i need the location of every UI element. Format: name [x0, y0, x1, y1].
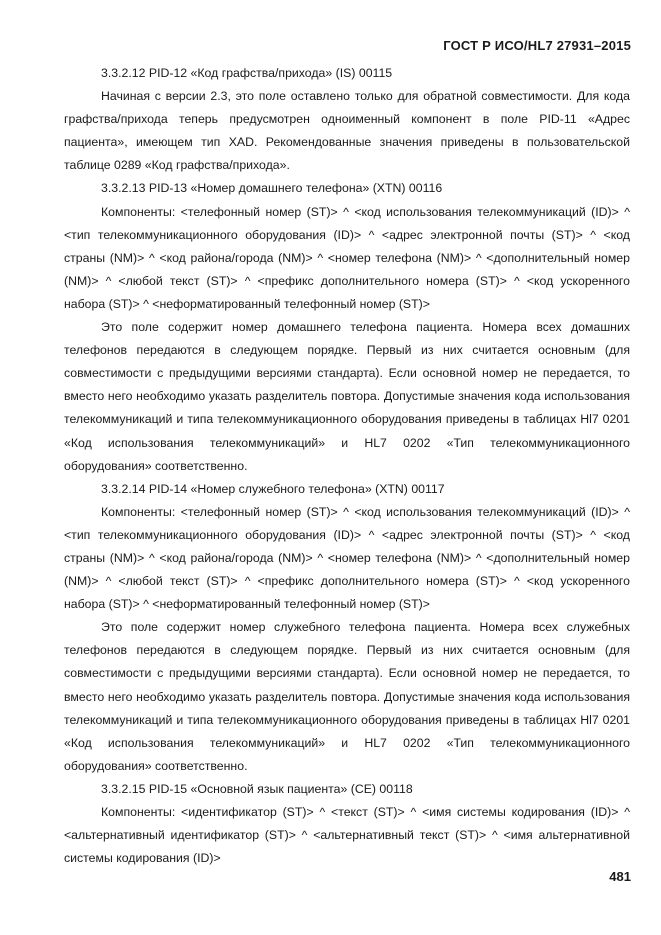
section-heading-pid-13: 3.3.2.13 PID-13 «Номер домашнего телефона» (XTN) 00116 — [101, 181, 443, 196]
page-body — [64, 62, 630, 870]
document-header: ГОСТ Р ИСО/HL7 27931–2015 — [443, 38, 631, 53]
paragraph-pid-12-description: Начиная с версии 2.3, это поле оставлено только для обратной совместимости. Для кода графства/прихода теперь предусмотрен одноименный компонент в поле PID-11 «Адрес пациента», имеющем тип XAD. Рекомендованные значения приведены в пользовательской таблице 0289 «Код графства/прихода». — [64, 89, 630, 173]
section-heading-pid-12: 3.3.2.12 PID-12 «Код графства/прихода» (IS) 00115 — [101, 66, 393, 80]
section-heading-pid-15: 3.3.2.15 PID-15 «Основной язык пациента» (CE) 00118 — [101, 781, 413, 796]
page-number: 481 — [609, 869, 631, 884]
paragraph-pid-13-description: Это поле содержит номер домашнего телефона пациента. Номера всех домашних телефонов передаются в следующем порядке. Первый из них считается основным (для совместимости с предыдущими версиями стандарта). Если основной номер не передается, то вместо него необходимо указать разделитель повтора. Допустимые значения кода использования телекоммуникаций и типа телекоммуникационного оборудования приведены в таблицах Hl7 0201 «Код использования телекоммуникаций» и HL7 0202 «Тип телекоммуникационного оборудования» соответственно. — [64, 320, 630, 473]
paragraph-pid-14-components: Компоненты: <телефонный номер (ST)> ^ <код использования телекоммуникаций (ID)> ^ <тип телекоммуникационного оборудования (ID)> ^ <адрес электронной почты (ST)> ^ <код страны (NM)> ^ <код района/города (NM)> ^ <номер телефона (NM)> ^ <дополнительный номер (NM)> ^ <любой текст (ST)> ^ <префикс дополнительного номера (ST)> ^ <код ускоренного набора (ST)> ^ <неформатированный телефонный номер (ST)> — [64, 504, 630, 612]
paragraph-pid-15-components: Компоненты: <идентификатор (ST)> ^ <текст (ST)> ^ <имя системы кодирования (ID)> ^ <альтернативный идентификатор (ST)> ^ <альтернативный текст (ST)> ^ <имя альтернативной системы кодирования (ID)> — [64, 805, 630, 866]
paragraph-pid-13-components: Компоненты: <телефонный номер (ST)> ^ <код использования телекоммуникаций (ID)> ^ <тип телекоммуникационного оборудования (ID)> ^ <адрес электронной почты (ST)> ^ <код страны (NM)> ^ <код района/города (NM)> ^ <номер телефона (NM)> ^ <дополнительный номер (NM)> ^ <любой текст (ST)> ^ <префикс дополнительного номера (ST)> ^ <код ускоренного набора (ST)> ^ <неформатированный телефонный номер (ST)> — [64, 204, 630, 311]
section-heading-pid-14: 3.3.2.14 PID-14 «Номер служебного телефона» (XTN) 00117 — [101, 481, 445, 496]
paragraph-pid-14-description: Это поле содержит номер служебного телефона пациента. Номера всех служебных телефонов передаются в следующем порядке. Первый из них считается основным (для совместимости с предыдущими версиями стандарта). Если основной номер не передается, то вместо него необходимо указать разделитель повтора. Допустимые значения кода использования телекоммуникаций и типа телекоммуникационного оборудования приведены в таблицах Hl7 0201 «Код использования телекоммуникаций» и HL7 0202 «Тип телекоммуникационного оборудования» соответственно. — [64, 620, 630, 773]
